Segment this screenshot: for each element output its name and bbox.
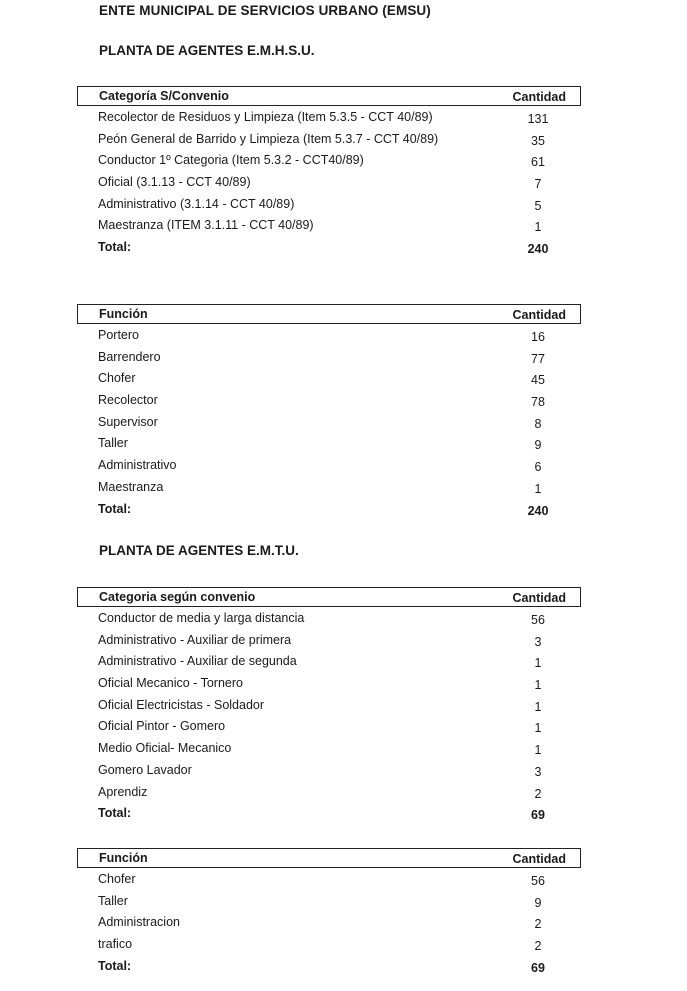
table-header [77, 587, 581, 607]
row-quantity: 1 [534, 481, 542, 496]
table-row [77, 193, 581, 215]
table-funcion-emtu [77, 848, 581, 976]
row-quantity: 2 [534, 786, 542, 801]
row-label: Recolector de Residuos y Limpieza (Item 5.3.5 - CCT 40/89) [98, 110, 433, 124]
table-row [77, 346, 581, 368]
table-row [77, 694, 581, 716]
row-label: Portero [98, 328, 139, 342]
row-label: Peón General de Barrido y Limpieza (Item 5.3.7 - CCT 40/89) [98, 131, 439, 146]
row-quantity: 35 [531, 133, 545, 148]
row-quantity: 45 [531, 373, 545, 388]
row-label: Conductor de media y larga distancia [98, 611, 305, 625]
table-row [77, 411, 581, 433]
row-quantity: 1 [534, 721, 542, 736]
row-quantity: 2 [534, 917, 542, 932]
total-label: Total: [98, 240, 132, 255]
column-header-function: Función [99, 851, 148, 865]
row-label: Administracion [98, 915, 180, 930]
row-label: Chofer [98, 872, 136, 886]
table-total-row [77, 236, 581, 258]
section-title-emtu: PLANTA DE AGENTES E.M.T.U. [99, 543, 299, 558]
row-label: Barrendero [98, 349, 161, 364]
row-label: Recolector [98, 393, 158, 408]
table-row [77, 911, 581, 933]
row-label: Medio Oficial- Mecanico [98, 741, 232, 756]
table-row [77, 737, 581, 759]
row-label: Oficial Pintor - Gomero [98, 719, 226, 734]
row-label: Administrativo (3.1.14 - CCT 40/89) [98, 196, 295, 211]
column-header-category: Categoría S/Convenio [99, 89, 229, 103]
row-label: Taller [98, 436, 128, 451]
section-title-emhsu: PLANTA DE AGENTES E.M.H.S.U. [99, 43, 315, 58]
table-row [77, 933, 581, 955]
row-quantity: 78 [531, 395, 545, 410]
row-label: Oficial Mecanico - Tornero [98, 676, 243, 691]
document-title: ENTE MUNICIPAL DE SERVICIOS URBANO (EMSU) [99, 3, 431, 18]
row-label: Oficial Electricistas - Soldador [98, 697, 265, 712]
row-quantity: 77 [531, 351, 545, 366]
row-quantity: 1 [534, 220, 542, 235]
table-row [77, 324, 581, 346]
table-row [77, 214, 581, 236]
table-total-row [77, 802, 581, 824]
column-header-quantity: Cantidad [512, 591, 566, 605]
total-label: Total: [98, 958, 132, 973]
table-categoria-sconvenio [77, 86, 581, 258]
row-label: Gomero Lavador [98, 762, 192, 777]
total-quantity: 240 [527, 503, 549, 518]
row-label: Administrativo - Auxiliar de segunda [98, 654, 297, 669]
total-quantity: 69 [531, 960, 545, 975]
row-quantity: 8 [534, 416, 542, 431]
column-header-function: Función [99, 307, 148, 321]
row-quantity: 56 [531, 874, 545, 888]
row-quantity: 16 [531, 330, 545, 344]
total-quantity: 240 [527, 242, 549, 257]
table-row [77, 128, 581, 150]
row-quantity: 9 [534, 895, 542, 910]
row-quantity: 61 [531, 155, 545, 170]
row-quantity: 9 [534, 438, 542, 453]
table-row [77, 149, 581, 171]
row-quantity: 3 [534, 764, 542, 779]
column-header-quantity: Cantidad [512, 852, 566, 866]
row-quantity: 6 [534, 460, 542, 475]
table-total-row [77, 955, 581, 977]
row-label: Chofer [98, 371, 136, 386]
total-quantity: 69 [531, 808, 545, 823]
row-label: Maestranza (ITEM 3.1.11 - CCT 40/89) [98, 218, 314, 233]
table-header [77, 86, 581, 106]
row-quantity: 1 [534, 743, 542, 758]
row-quantity: 131 [527, 112, 549, 126]
table-row [77, 629, 581, 651]
table-categoria-segun-convenio [77, 587, 581, 824]
table-row [77, 476, 581, 498]
table-row [77, 715, 581, 737]
row-label: Administrativo [98, 458, 177, 473]
column-header-category: Categoria según convenio [99, 590, 256, 604]
row-label: Conductor 1º Categoria (Item 5.3.2 - CCT40/89) [98, 153, 364, 168]
row-quantity: 3 [534, 634, 542, 649]
table-row [77, 781, 581, 803]
table-row [77, 171, 581, 193]
row-label: Supervisor [98, 414, 158, 429]
row-quantity: 1 [534, 699, 542, 714]
table-row [77, 106, 581, 128]
row-quantity: 2 [534, 939, 542, 954]
table-row [77, 672, 581, 694]
total-label: Total: [98, 501, 132, 516]
column-header-quantity: Cantidad [512, 90, 566, 104]
table-row [77, 454, 581, 476]
table-row [77, 890, 581, 912]
row-label: trafico [98, 937, 133, 952]
table-row [77, 759, 581, 781]
row-quantity: 7 [534, 177, 542, 192]
table-row [77, 367, 581, 389]
table-row [77, 432, 581, 454]
row-quantity: 5 [534, 198, 542, 213]
row-label: Aprendiz [98, 784, 148, 799]
row-label: Oficial (3.1.13 - CCT 40/89) [98, 175, 251, 190]
row-quantity: 1 [534, 678, 542, 693]
row-label: Maestranza [98, 479, 164, 494]
table-header [77, 848, 581, 868]
table-header [77, 304, 581, 324]
table-total-row [77, 498, 581, 520]
column-header-quantity: Cantidad [512, 308, 566, 322]
table-row [77, 389, 581, 411]
table-row [77, 607, 581, 629]
row-label: Taller [98, 893, 128, 908]
table-row [77, 650, 581, 672]
table-row [77, 868, 581, 890]
row-quantity: 1 [534, 656, 542, 671]
row-quantity: 56 [531, 613, 545, 627]
table-funcion-emhsu [77, 304, 581, 519]
total-label: Total: [98, 806, 132, 821]
row-label: Administrativo - Auxiliar de primera [98, 632, 292, 647]
